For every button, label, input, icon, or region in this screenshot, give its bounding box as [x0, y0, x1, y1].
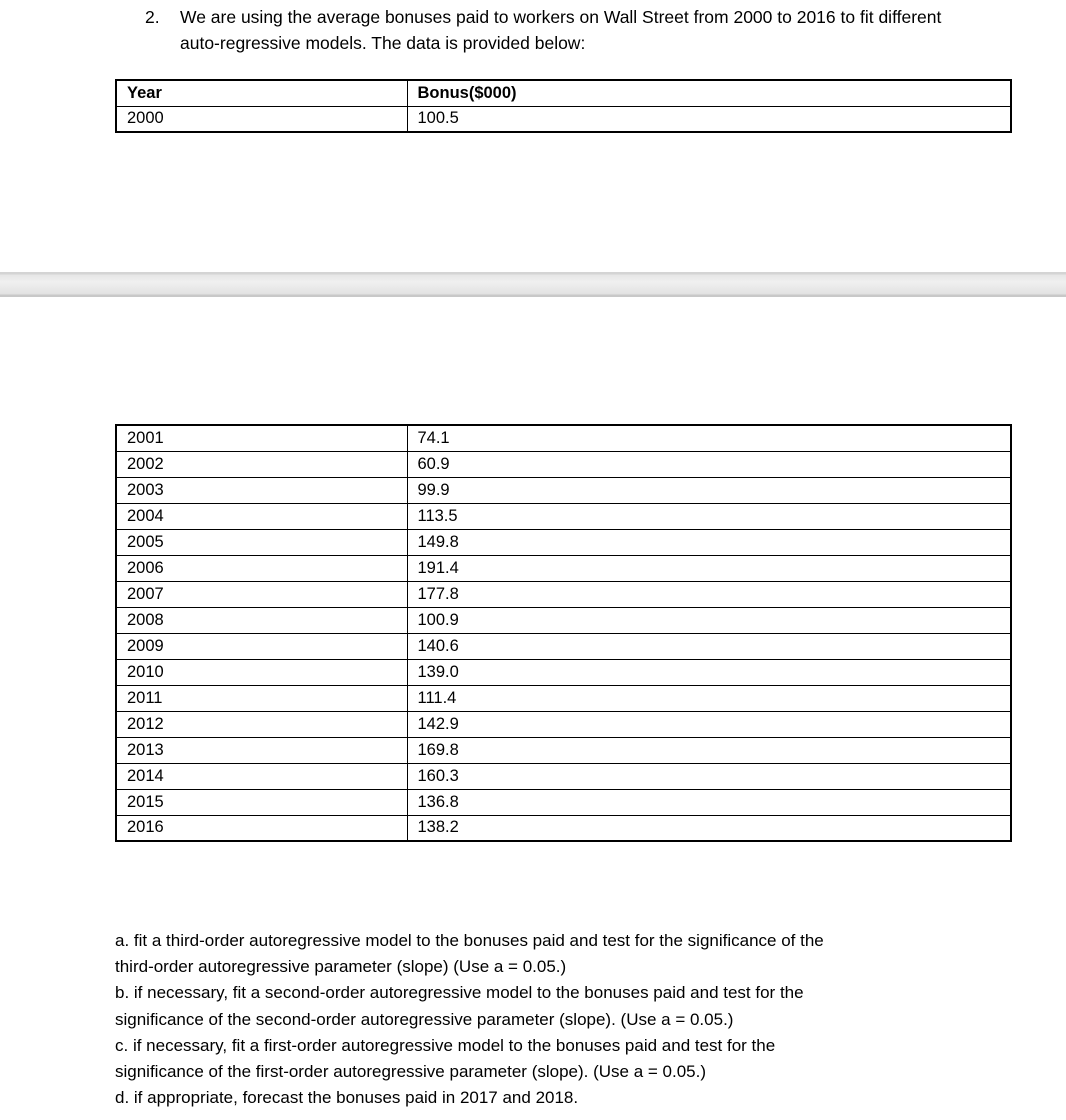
cell-year: 2008 [116, 607, 407, 633]
table-row [116, 451, 1011, 477]
cell-bonus: 139.0 [407, 659, 1011, 685]
column-header-bonus: Bonus($000) [407, 80, 1011, 106]
cell-year: 2016 [116, 815, 407, 841]
cell-bonus: 140.6 [407, 633, 1011, 659]
table-row [116, 106, 1011, 132]
cell-bonus: 160.3 [407, 763, 1011, 789]
table-row [116, 425, 1011, 451]
table-row [116, 711, 1011, 737]
cell-year: 2009 [116, 633, 407, 659]
cell-year: 2012 [116, 711, 407, 737]
cell-year: 2013 [116, 737, 407, 763]
table-row [116, 633, 1011, 659]
bonus-table-data-block [115, 424, 1012, 842]
cell-bonus: 99.9 [407, 477, 1011, 503]
cell-year: 2010 [116, 659, 407, 685]
cell-bonus: 136.8 [407, 789, 1011, 815]
cell-bonus: 149.8 [407, 529, 1011, 555]
table-row [116, 555, 1011, 581]
cell-year: 2015 [116, 789, 407, 815]
instruction-line: significance of the second-order autoregressive parameter (slope). (Use a = 0.05.) [115, 1009, 734, 1029]
cell-year: 2007 [116, 581, 407, 607]
cell-bonus: 191.4 [407, 555, 1011, 581]
question-number: 2. [145, 7, 160, 27]
question-stem [145, 4, 985, 56]
cell-year: 2005 [116, 529, 407, 555]
instruction-line: b. if necessary, fit a second-order autoregressive model to the bonuses paid and test for the [115, 983, 804, 1003]
table-row [116, 763, 1011, 789]
cell-year: 2011 [116, 685, 407, 711]
instruction-line: a. fit a third-order autoregressive model to the bonuses paid and test for the significance of the [115, 931, 824, 950]
table-row [116, 789, 1011, 815]
cell-bonus: 113.5 [407, 503, 1011, 529]
cell-bonus: 111.4 [407, 685, 1011, 711]
table-row [116, 529, 1011, 555]
instruction-line: significance of the first-order autoregressive parameter (slope). (Use a = 0.05.) [115, 1062, 707, 1082]
cell-year: 2003 [116, 477, 407, 503]
table-row [116, 477, 1011, 503]
page-divider-band [0, 272, 1066, 297]
table-row [116, 581, 1011, 607]
cell-year: 2004 [116, 503, 407, 529]
cell-bonus: 138.2 [407, 815, 1011, 841]
cell-year: 2002 [116, 451, 407, 477]
cell-bonus: 74.1 [407, 425, 1011, 451]
table-row [116, 659, 1011, 685]
instruction-line: c. if necessary, fit a first-order autoregressive model to the bonuses paid and test for the [115, 1035, 776, 1055]
question-text: We are using the average bonuses paid to workers on Wall Street from 2000 to 2016 to fit different auto-regressive models. The data is provided below: [180, 7, 942, 53]
table-body [116, 425, 1011, 841]
cell-year: 2006 [116, 555, 407, 581]
table-header-row [116, 80, 1011, 106]
cell-year: 2001 [116, 425, 407, 451]
cell-bonus: 100.5 [407, 106, 1011, 132]
table-row [116, 685, 1011, 711]
cell-year: 2014 [116, 763, 407, 789]
cell-bonus: 169.8 [407, 737, 1011, 763]
table-row [116, 737, 1011, 763]
column-header-year: Year [116, 80, 407, 106]
cell-bonus: 177.8 [407, 581, 1011, 607]
instruction-line: third-order autoregressive parameter (slope) (Use a = 0.05.) [115, 957, 567, 977]
cell-year: 2000 [116, 106, 407, 132]
instruction-line: d. if appropriate, forecast the bonuses paid in 2017 and 2018. [115, 1088, 579, 1108]
instructions-block [115, 928, 995, 1111]
bonus-table-header-block [115, 79, 1012, 133]
cell-bonus: 100.9 [407, 607, 1011, 633]
table-row [116, 503, 1011, 529]
cell-bonus: 142.9 [407, 711, 1011, 737]
cell-bonus: 60.9 [407, 451, 1011, 477]
table-row [116, 607, 1011, 633]
table-row [116, 815, 1011, 841]
